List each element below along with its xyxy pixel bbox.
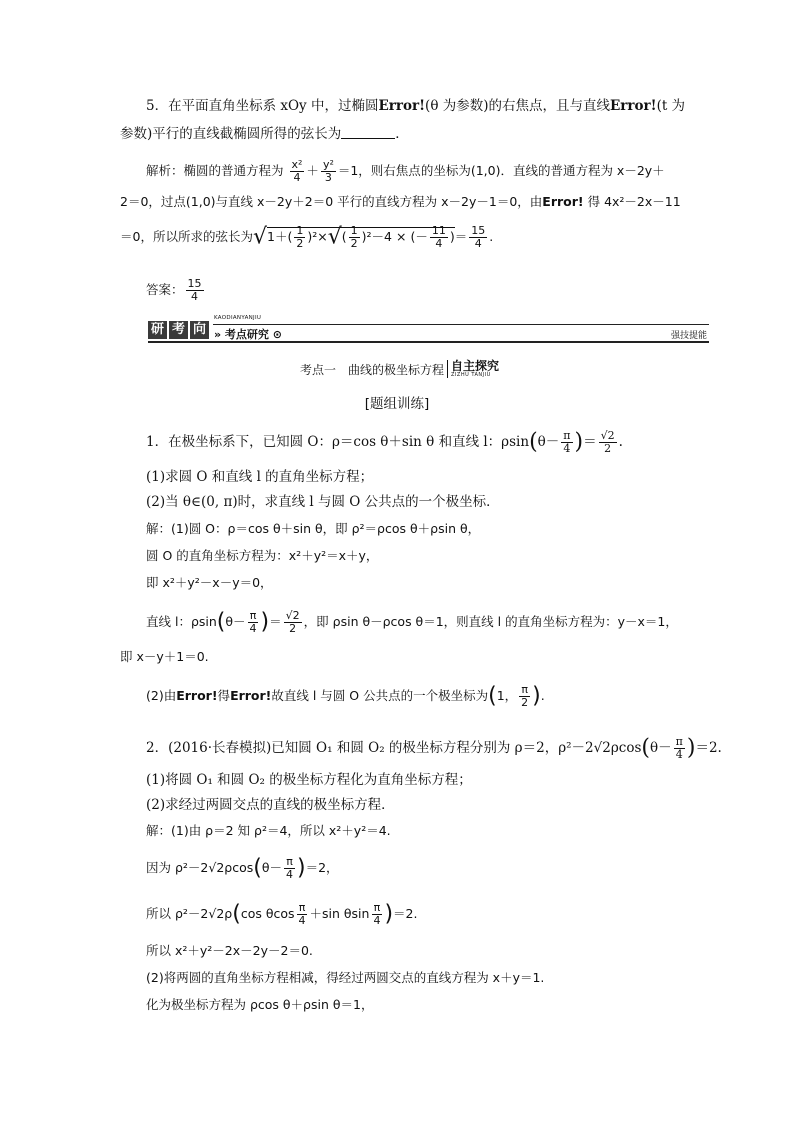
q2-solution-line: 所以 x²＋y²－2x－2y－2＝0. [146, 943, 313, 958]
banner-char: 研 [148, 321, 167, 339]
fraction: $\frac{11}{4}$ [431, 224, 446, 250]
banner-pinyin: KAODIANYANJIU [214, 315, 262, 321]
banner-char: 向 [190, 321, 209, 339]
banner-label: » 考点研究 ⊙ [214, 328, 282, 341]
sol-text: 得 4x²－2x－11 [587, 194, 681, 209]
q5-text: (t 为 [656, 98, 686, 114]
sol-text: ＝0，所以所求的弦长为 [120, 229, 253, 244]
banner-rule [148, 341, 709, 343]
sol-text: ＝1，则右焦点的坐标为(1,0)．直线的普通方程为 x－2y＋ [337, 163, 665, 178]
fraction: $\frac{1}{2}$ [350, 224, 358, 250]
q5-text: (θ 为参数)的右焦点，且与直线 [425, 98, 610, 114]
fraction: $\frac{\pi}{4}$ [298, 901, 306, 927]
error-field: Error! [378, 98, 426, 114]
q1-solution-line: (2)由Error!得Error!故直线 l 与圆 O 公共点的一个极坐标为(1， $\frac{\pi}{2}$ ). [146, 683, 545, 709]
error-field: Error! [610, 98, 657, 114]
banner-char: 考 [169, 321, 188, 339]
fraction: $\frac{1}{2}$ [296, 224, 304, 250]
q1-solution-line: 即 x²＋y²－x－y＝0， [146, 575, 273, 590]
q5-text: 5．在平面直角坐标系 xOy 中，过椭圆 [146, 98, 379, 114]
q1-solution-line: 圆 O 的直角坐标方程为：x²＋y²＝x＋y， [146, 548, 379, 563]
fraction: $\frac{\pi}{2}$ [521, 683, 529, 709]
answer-line [146, 272, 708, 308]
q2-part1: (1)将圆 O₁ 和圆 O₂ 的极坐标方程化为直角坐标方程； [146, 772, 472, 788]
q2-solution-line: 所以 ρ²－2√2ρ(cos θcos $\frac{\pi}{4}$ ＋sin θsin $\frac{\pi}{4}$ )＝2. [146, 901, 418, 927]
q2-solution-line: 化为极坐标方程为 ρcos θ＋ρsin θ＝1， [146, 997, 374, 1012]
sol-text: 2＝0，过点(1,0)与直线 x－2y＋2＝0 平行的直线方程为 x－2y－1＝0，由 [120, 194, 543, 209]
fraction: $\frac{\pi}{4}$ [563, 429, 571, 455]
fraction: $\frac{√2}{2}$ [600, 429, 615, 455]
q2-solution-line: 解：(1)由 ρ＝2 知 ρ²＝4，所以 x²＋y²＝4. [146, 823, 391, 838]
section-title [300, 360, 499, 378]
q1-solution-line: 直线 l：ρsin(θ－ $\frac{\pi}{4}$ )＝ $\frac{√2}{2}$ ，即 ρsin θ－ρcos θ＝1，则直线 l 的直角坐标方程为：y－x＝1， [146, 609, 678, 635]
q1-solution-line: 即 x－y＋1＝0. [120, 649, 209, 664]
q2-solution-line: 因为 ρ²－2√2ρcos(θ－ $\frac{\pi}{4}$ )＝2， [146, 855, 339, 881]
fraction: $\frac{\pi}{4}$ [249, 609, 257, 635]
q1-text: 1．在极坐标系下，已知圆 O：ρ＝cos θ＋sin θ 和直线 l：ρsin [146, 434, 530, 450]
fraction: $\frac{\text{x²}}{4}$ [291, 158, 303, 184]
answer-fraction: $\frac{15}{4}$ [187, 277, 202, 303]
fraction: $\frac{\text{y²}}{3}$ [322, 158, 334, 184]
q1-part1: (1)求圆 O 和直线 l 的直角坐标方程； [146, 469, 374, 485]
q5-line1 [146, 96, 708, 116]
section-tag: 自主探究 ZIZHU TANJIU [447, 360, 499, 378]
fraction: $\frac{\pi}{4}$ [286, 855, 294, 881]
q5-text: ． [395, 126, 409, 142]
fraction: $\frac{\pi}{4}$ [373, 901, 381, 927]
q5-line2 [120, 124, 708, 144]
sol5-line2 [120, 192, 708, 212]
q2-stem: 2．(2016·长春模拟)已知圆 O₁ 和圆 O₂ 的极坐标方程分别为 ρ＝2，ρ²－2√2ρcos(θ－ $\frac{\pi}{4}$ )＝2. [146, 735, 722, 761]
q5-text: 参数)平行的直线截椭圆所得的弦长为 [120, 126, 342, 142]
answer-label: 答案： [146, 282, 184, 297]
q2-solution-line: (2)将两圆的直角坐标方程相减，得经过两圆交点的直线方程为 x＋y＝1. [146, 970, 545, 985]
error-field: Error! [230, 688, 272, 703]
fraction: $\frac{√2}{2}$ [285, 609, 300, 635]
q1-stem: 1．在极坐标系下，已知圆 O：ρ＝cos θ＋sin θ 和直线 l：ρsin(θ－ $\frac{\pi}{4}$ )＝ $\frac{√2}{2}$ . [146, 429, 623, 455]
q1-solution-line: 解：(1)圆 O：ρ＝cos θ＋sin θ，即 ρ²＝ρcos θ＋ρsin θ， [146, 521, 481, 536]
error-field: Error! [176, 688, 218, 703]
section-banner [148, 315, 709, 342]
banner-right-label: 强技提能 [670, 331, 707, 341]
fraction: $\frac{15}{4}$ [471, 224, 486, 250]
q2-part2: (2)求经过两圆交点的直线的极坐标方程． [146, 797, 395, 813]
fraction: $\frac{\pi}{4}$ [675, 735, 683, 761]
banner-rule [213, 324, 709, 325]
q1-part2: (2)当 θ∈(0, π)时，求直线 l 与圆 O 公共点的一个极坐标． [146, 494, 500, 510]
error-field: Error! [542, 194, 584, 209]
section-title-text: 考点一 曲线的极坐标方程 [300, 363, 445, 377]
group-title: [题组训练] [364, 396, 430, 412]
sol-text: 解析：椭圆的普通方程为 [146, 163, 284, 178]
sol5-line1: 解析：椭圆的普通方程为 $\frac{\text{x²}}{4}$ ＋ $\frac{\text{y²}}{3}$ ＝1，则右焦点的坐标为(1,0)．直线的普通方程为 x－2y＋ [146, 158, 665, 184]
sol5-line3: ＝0，所以所求的弦长为√1＋( $\frac{1}{2}$ )²×√( $\frac{1}{2}$ )²－4 × (－ $\frac{11}{4}$ )＝ $\frac{15}{4}$ . [120, 224, 494, 250]
answer-blank [341, 125, 395, 139]
